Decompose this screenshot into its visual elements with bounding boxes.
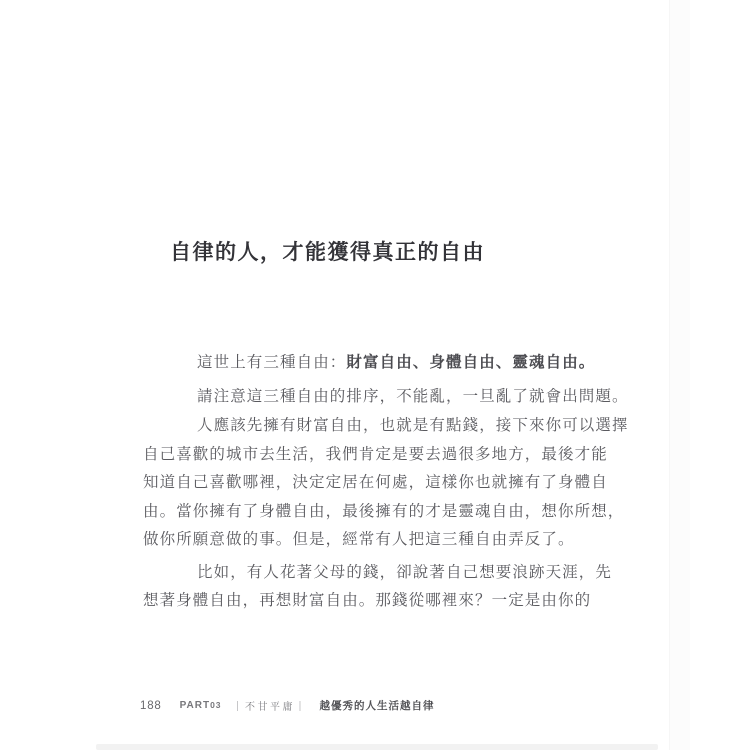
paragraph-3-line-5: 做你所願意做的事。但是，經常有人把這三種自由弄反了。 (143, 531, 575, 548)
part-label (180, 700, 222, 711)
paragraph-4-line-1: 比如，有人花著父母的錢，卻說著自己想要浪跡天涯，先 (197, 563, 613, 581)
page-edge-seam (669, 0, 690, 750)
paragraph-2: 請注意這三種自由的排序，不能亂，一旦亂了就會出問題。 (197, 387, 629, 405)
paragraph-3-line-2: 自己喜歡的城市去生活，我們肯定是要去過很多地方，最後才能 (143, 445, 608, 463)
paragraph-3-line-3: 知道自己喜歡哪裡，決定定居在何處，這樣你也就擁有了身體自 (143, 474, 608, 491)
part-number: 03 (210, 700, 222, 710)
page-number: 188 (140, 699, 162, 712)
paragraph-3-line-1: 人應該先擁有財富自由，也就是有點錢，接下來你可以選擇 (197, 417, 629, 434)
bottom-scan-edge (96, 744, 658, 750)
page-footer (140, 698, 435, 713)
footer-book-title: 越優秀的人生活越自律 (319, 700, 435, 712)
chapter-title: 自律的人，才能獲得真正的自由 (170, 241, 485, 264)
body-text (143, 349, 631, 616)
paragraph-1 (143, 349, 631, 378)
paragraph-1-lead: 這世上有三種自由： (197, 354, 347, 371)
paragraph-4-line-2: 想著身體自由，再想財富自由。那錢從哪裡來？一定是由你的 (143, 592, 592, 609)
footer-chapter-label: ｜不甘平庸｜ (232, 702, 308, 713)
paragraph-1-bold: 財富自由、身體自由、靈魂自由。 (346, 354, 596, 371)
paragraph-3-line-4: 由。當你擁有了身體自由，最後擁有的才是靈魂自由，想你所想， (143, 502, 625, 520)
part-prefix: PART (179, 700, 211, 711)
